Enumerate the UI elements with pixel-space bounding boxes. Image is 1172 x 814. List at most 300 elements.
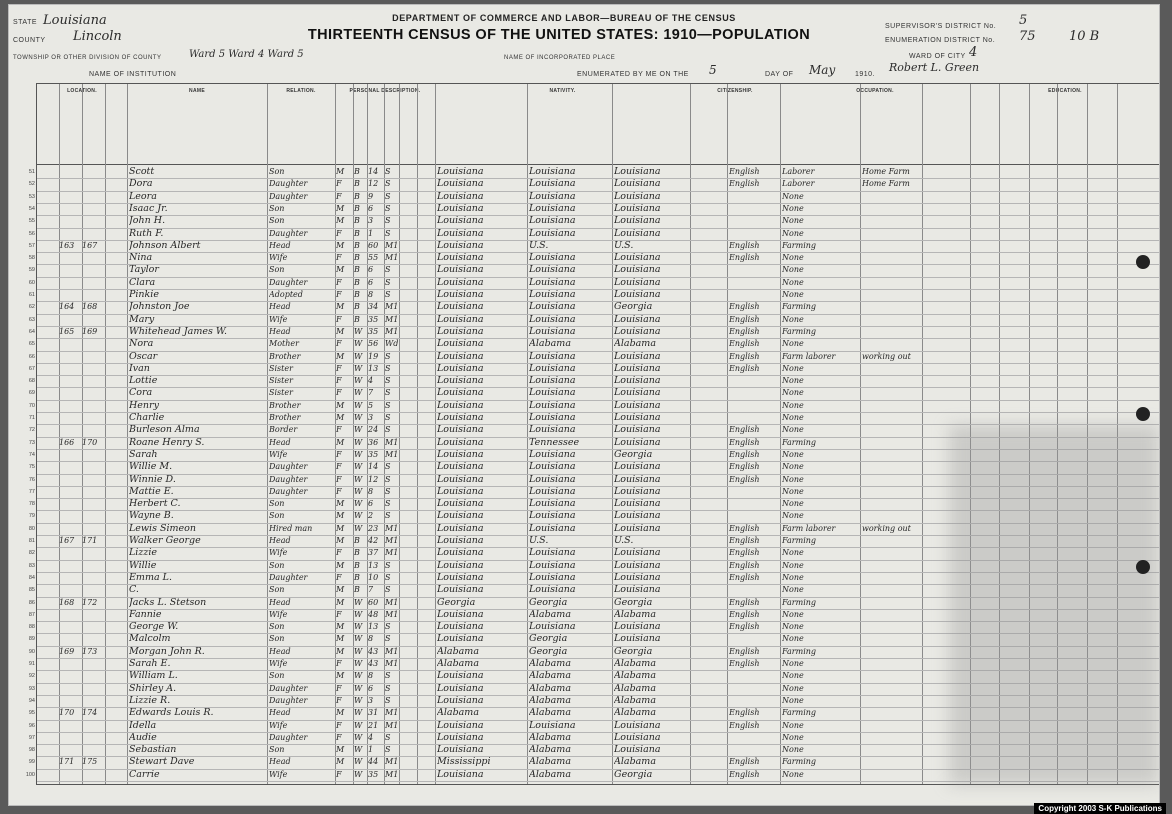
cell-sex: M [336, 745, 345, 755]
cell-name: Lizzie R. [129, 694, 171, 706]
cell-race: W [354, 732, 363, 742]
column-rule [59, 84, 60, 784]
cell-marital: S [385, 425, 391, 435]
column-rule [105, 84, 106, 784]
cell-line: 76 [28, 476, 35, 483]
cell-father: Louisiana [529, 510, 576, 522]
cell-age: 9 [368, 191, 374, 201]
cell-birth: Louisiana [437, 535, 484, 546]
occupation-column-header: OCCUPATION. [780, 84, 971, 164]
cell-occupation: Farm laborer [782, 523, 836, 533]
cell-father: Louisiana [529, 313, 576, 325]
cell-name: Idella [129, 719, 157, 731]
cell-race: B [354, 548, 360, 558]
cell-occupation: None [782, 363, 804, 373]
cell-name: Dora [129, 178, 153, 190]
cell-mother: Louisiana [614, 522, 661, 534]
cell-mother: Louisiana [614, 387, 661, 399]
cell-age: 6 [368, 277, 374, 287]
relation-column-header: RELATION. [267, 84, 336, 164]
cell-birth: Louisiana [437, 510, 484, 522]
cell-line: 59 [28, 267, 35, 274]
cell-line: 82 [28, 550, 35, 557]
cell-occupation: Farming [782, 302, 817, 312]
cell-age: 8 [368, 290, 374, 299]
cell-name: Edwards Louis R. [129, 707, 214, 719]
cell-father: Alabama [529, 707, 571, 719]
cell-marital: S [385, 216, 391, 226]
cell-age: 42 [368, 536, 379, 545]
cell-lang: English [729, 302, 760, 312]
cell-age: 8 [368, 486, 374, 496]
cell-race: B [354, 536, 360, 545]
cell-occupation: None [782, 659, 804, 668]
cell-mother: Louisiana [614, 399, 661, 411]
cell-sex: M [336, 167, 345, 176]
cell-age: 43 [368, 659, 379, 668]
cell-race: W [354, 339, 363, 349]
cell-relation: Son [269, 216, 285, 226]
cell-birth: Louisiana [437, 399, 484, 411]
cell-mother: Louisiana [614, 633, 661, 645]
township-label: TOWNSHIP OR OTHER DIVISION OF COUNTY [13, 55, 162, 61]
cell-name: Scott [129, 166, 155, 177]
cell-father: Louisiana [529, 166, 576, 177]
cell-line: 61 [28, 292, 35, 298]
cell-name: Henry [129, 399, 159, 411]
column-rule [780, 84, 781, 784]
cell-birth: Louisiana [437, 362, 484, 374]
cell-father: Alabama [529, 731, 571, 743]
cell-race: W [354, 388, 363, 398]
cell-mother: Georgia [614, 448, 653, 460]
cell-father: Alabama [529, 658, 571, 669]
cell-age: 3 [368, 695, 374, 705]
cell-marital: S [385, 179, 391, 189]
cell-occupation: None [782, 339, 804, 349]
cell-line: 77 [28, 488, 35, 495]
cell-mother: Louisiana [614, 412, 661, 423]
cell-mother: Louisiana [614, 473, 661, 485]
cell-birth: Louisiana [437, 559, 484, 571]
cell-line: 87 [28, 611, 35, 618]
cell-race: W [354, 523, 363, 533]
column-rule [417, 84, 418, 784]
cell-race: W [354, 745, 363, 755]
cell-race: B [354, 228, 360, 238]
cell-marital: S [385, 290, 391, 299]
cell-occupation: None [782, 671, 804, 681]
cell-race: W [354, 363, 363, 373]
cell-sex: M [336, 585, 345, 595]
cell-father: Alabama [529, 338, 571, 350]
cell-sex: F [336, 609, 342, 619]
cell-age: 60 [368, 240, 379, 250]
cell-mother: Alabama [614, 338, 656, 350]
cell-sex: F [336, 376, 342, 386]
cell-race: W [354, 671, 363, 681]
cell-race: B [354, 191, 360, 201]
cell-relation: Son [269, 634, 285, 644]
cell-age: 4 [368, 732, 374, 742]
cell-father: Louisiana [529, 399, 576, 411]
cell-family: 172 [82, 597, 98, 607]
cell-line: 68 [28, 378, 35, 385]
cell-age: 7 [368, 388, 374, 398]
cell-father: Alabama [529, 768, 571, 780]
cell-name: Roane Henry S. [129, 436, 205, 448]
cell-father: Louisiana [529, 571, 576, 583]
cell-mother: Louisiana [614, 215, 661, 227]
cell-age: 34 [368, 302, 379, 312]
cell-occupation: Farming [782, 437, 817, 447]
cell-industry: working out [862, 523, 911, 533]
cell-age: 35 [368, 326, 379, 336]
cell-lang: English [729, 659, 760, 668]
cell-relation: Head [269, 597, 291, 607]
cell-father: U.S. [529, 535, 549, 546]
cell-family: 170 [82, 437, 98, 447]
cell-line: 58 [28, 255, 35, 262]
cell-birth: Louisiana [437, 682, 484, 694]
cell-race: W [354, 486, 363, 496]
cell-name: Clara [129, 276, 156, 288]
cell-father: Georgia [529, 633, 568, 645]
cell-age: 44 [368, 757, 379, 767]
cell-lang: English [729, 622, 760, 632]
cell-mother: Louisiana [614, 461, 661, 473]
cell-dwelling: 166 [59, 437, 75, 447]
enumerated-month: May [809, 63, 836, 77]
cell-age: 36 [368, 437, 379, 447]
cell-race: W [354, 351, 363, 361]
cell-occupation: Farm laborer [782, 351, 836, 361]
cell-relation: Wife [269, 720, 288, 730]
cell-lang: English [729, 560, 760, 570]
cell-name: Audie [129, 731, 157, 743]
cell-relation: Wife [269, 314, 288, 324]
cell-age: 3 [368, 413, 374, 422]
cell-birth: Louisiana [437, 375, 484, 387]
cell-relation: Sister [269, 376, 293, 386]
education-column-header: EDUCATION. [1048, 88, 1082, 94]
cell-dwelling: 171 [59, 757, 75, 767]
cell-dwelling: 165 [59, 326, 75, 336]
cell-lang: English [729, 253, 760, 263]
cell-race: B [354, 265, 360, 275]
cell-marital: S [385, 560, 391, 570]
cell-race: W [354, 695, 363, 705]
column-rule [527, 84, 528, 784]
cell-race: W [354, 449, 363, 459]
cell-sex: F [336, 425, 342, 435]
cell-father: Alabama [529, 756, 571, 768]
cell-age: 6 [368, 683, 374, 693]
cell-marital: S [385, 363, 391, 373]
cell-age: 24 [368, 425, 379, 435]
cell-race: W [354, 769, 363, 779]
cell-marital: M1 [385, 548, 399, 558]
state-label: STATE [13, 19, 38, 26]
cell-sex: F [336, 179, 342, 189]
cell-mother: Louisiana [614, 264, 661, 276]
cell-relation: Daughter [269, 462, 308, 472]
cell-line: 69 [28, 390, 35, 397]
cell-age: 35 [368, 314, 379, 324]
cell-mother: Louisiana [614, 202, 661, 214]
cell-mother: Georgia [614, 645, 653, 657]
cell-mother: U.S. [614, 535, 634, 546]
cell-name: John H. [129, 215, 166, 227]
cell-marital: S [385, 511, 391, 521]
cell-father: Louisiana [529, 227, 576, 239]
cell-sex: F [336, 228, 342, 238]
cell-occupation: None [782, 277, 804, 287]
cell-marital: M1 [385, 326, 399, 336]
cell-mother: Louisiana [614, 731, 661, 743]
cell-sex: F [336, 290, 342, 299]
cell-mother: Louisiana [614, 178, 661, 190]
location-column-header: LOCATION. [37, 84, 128, 164]
cell-father: Louisiana [529, 350, 576, 362]
cell-father: Louisiana [529, 362, 576, 374]
cell-marital: S [385, 671, 391, 681]
cell-race: W [354, 499, 363, 509]
cell-race: B [354, 240, 360, 250]
cell-name: Malcolm [129, 633, 171, 645]
cell-occupation: None [782, 265, 804, 275]
cell-mother: Louisiana [614, 498, 661, 510]
cell-age: 8 [368, 671, 374, 681]
cell-race: B [354, 585, 360, 595]
cell-dwelling: 164 [59, 302, 75, 312]
cell-age: 19 [368, 351, 379, 361]
cell-line: 70 [28, 402, 35, 409]
cell-name: Johnson Albert [129, 239, 201, 251]
cell-birth: Mississippi [437, 756, 491, 768]
cell-birth: Louisiana [437, 276, 484, 288]
cell-mother: Louisiana [614, 547, 661, 559]
cell-mother: Georgia [614, 596, 653, 608]
cell-mother: Louisiana [614, 424, 661, 436]
cell-occupation: Laborer [782, 167, 815, 176]
cell-birth: Louisiana [437, 744, 484, 756]
cell-occupation: None [782, 622, 804, 632]
cell-relation: Son [269, 265, 285, 275]
cell-sex: F [336, 314, 342, 324]
cell-occupation: None [782, 203, 804, 213]
cell-occupation: Farming [782, 326, 817, 336]
cell-line: 99 [28, 759, 35, 766]
cell-lang: English [729, 363, 760, 373]
cell-age: 1 [368, 228, 374, 238]
cell-marital: S [385, 745, 391, 755]
cell-mother: Louisiana [614, 166, 661, 177]
cell-father: Louisiana [529, 387, 576, 399]
cell-birth: Louisiana [437, 412, 484, 423]
cell-relation: Head [269, 240, 291, 250]
cell-race: W [354, 413, 363, 422]
cell-marital: M1 [385, 240, 399, 250]
cell-father: Louisiana [529, 473, 576, 485]
cell-sex: F [336, 277, 342, 287]
cell-mother: Louisiana [614, 227, 661, 239]
cell-birth: Alabama [437, 645, 479, 657]
cell-name: Shirley A. [129, 682, 177, 694]
cell-race: W [354, 511, 363, 521]
cell-sex: M [336, 413, 345, 422]
cell-sex: F [336, 339, 342, 349]
cell-age: 5 [368, 400, 374, 410]
cell-sex: M [336, 499, 345, 509]
cell-age: 13 [368, 560, 379, 570]
cell-mother: Alabama [614, 658, 656, 669]
cell-race: W [354, 609, 363, 619]
enumeration-label: ENUMERATION DISTRICT No. [885, 37, 996, 44]
cell-age: 6 [368, 203, 374, 213]
cell-mother: Louisiana [614, 325, 661, 337]
punch-hole [1136, 255, 1150, 269]
cell-line: 72 [28, 427, 35, 434]
cell-marital: M1 [385, 314, 399, 324]
cell-occupation: None [782, 474, 804, 484]
cell-age: 13 [368, 363, 379, 373]
cell-sex: F [336, 486, 342, 496]
cell-birth: Louisiana [437, 166, 484, 177]
cell-marital: M1 [385, 536, 399, 545]
cell-sex: F [336, 474, 342, 484]
cell-name: Ivan [129, 362, 150, 374]
cell-mother: Louisiana [614, 744, 661, 756]
cell-mother: Louisiana [614, 436, 661, 448]
cell-race: B [354, 560, 360, 570]
cell-occupation: None [782, 769, 804, 779]
cell-line: 63 [28, 316, 35, 323]
cell-name: Lottie [129, 375, 158, 387]
cell-father: Louisiana [529, 252, 576, 264]
cell-age: 55 [368, 253, 379, 263]
cell-lang: English [729, 757, 760, 767]
cell-line: 54 [28, 205, 35, 212]
cell-mother: Alabama [614, 608, 656, 620]
cell-industry: working out [862, 351, 911, 361]
cell-occupation: Farming [782, 646, 817, 656]
cell-birth: Louisiana [437, 670, 484, 682]
state-value: Louisiana [43, 13, 107, 28]
cell-marital: M1 [385, 253, 399, 263]
cell-name: Nina [129, 252, 153, 264]
cell-lang: English [729, 708, 760, 718]
cell-sex: F [336, 720, 342, 730]
cell-relation: Head [269, 646, 291, 656]
cell-name: Mary [129, 313, 155, 325]
cell-relation: Son [269, 585, 285, 595]
cell-marital: S [385, 474, 391, 484]
cell-sex: M [336, 634, 345, 644]
cell-marital: S [385, 203, 391, 213]
cell-relation: Son [269, 203, 285, 213]
cell-relation: Head [269, 536, 291, 545]
cell-mother: Louisiana [614, 584, 661, 596]
cell-relation: Head [269, 757, 291, 767]
cell-lang: English [729, 179, 760, 189]
cell-marital: S [385, 572, 391, 582]
cell-race: W [354, 474, 363, 484]
cell-age: 23 [368, 523, 379, 533]
cell-race: W [354, 757, 363, 767]
cell-sex: F [336, 695, 342, 705]
cell-race: B [354, 314, 360, 324]
cell-race: B [354, 216, 360, 226]
citizenship-column-header: CITIZENSHIP. [690, 84, 781, 164]
cell-father: Louisiana [529, 412, 576, 423]
column-rule [267, 84, 268, 784]
cell-father: Louisiana [529, 375, 576, 387]
cell-relation: Daughter [269, 683, 308, 693]
cell-age: 1 [368, 745, 374, 755]
cell-marital: M1 [385, 646, 399, 656]
cell-father: Louisiana [529, 621, 576, 633]
cell-age: 60 [368, 597, 379, 607]
cell-father: Alabama [529, 670, 571, 682]
cell-occupation: None [782, 400, 804, 410]
cell-lang: English [729, 339, 760, 349]
cell-marital: M1 [385, 708, 399, 718]
cell-name: Emma L. [129, 571, 172, 583]
cell-race: B [354, 203, 360, 213]
cell-relation: Sister [269, 388, 293, 398]
cell-sex: M [336, 757, 345, 767]
cell-occupation: Laborer [782, 179, 815, 189]
cell-sex: M [336, 400, 345, 410]
cell-occupation: None [782, 253, 804, 263]
cell-occupation: Farming [782, 708, 817, 718]
cell-race: B [354, 253, 360, 263]
cell-family: 171 [82, 536, 98, 545]
cell-relation: Son [269, 745, 285, 755]
cell-sex: M [336, 302, 345, 312]
cell-relation: Wife [269, 548, 288, 558]
cell-occupation: None [782, 732, 804, 742]
cell-occupation: None [782, 499, 804, 509]
cell-father: Alabama [529, 744, 571, 756]
cell-sex: M [336, 326, 345, 336]
cell-lang: English [729, 536, 760, 545]
cell-name: Cora [129, 387, 153, 399]
cell-dwelling: 163 [59, 240, 75, 250]
cell-marital: S [385, 351, 391, 361]
cell-mother: Alabama [614, 670, 656, 682]
cell-line: 62 [28, 304, 35, 311]
cell-relation: Wife [269, 449, 288, 459]
cell-marital: M1 [385, 609, 399, 619]
cell-line: 51 [28, 169, 35, 175]
cell-relation: Son [269, 622, 285, 632]
cell-family: 174 [82, 708, 98, 718]
cell-occupation: None [782, 548, 804, 558]
cell-mother: Louisiana [614, 719, 661, 731]
cell-birth: Louisiana [437, 584, 484, 596]
cell-age: 10 [368, 572, 379, 582]
day-of-label: DAY OF [765, 71, 794, 78]
cell-name: Carrie [129, 768, 160, 780]
cell-line: 74 [28, 451, 35, 458]
cell-mother: Louisiana [614, 559, 661, 571]
cell-relation: Mother [269, 339, 299, 349]
cell-race: W [354, 437, 363, 447]
cell-race: B [354, 167, 360, 176]
cell-relation: Daughter [269, 732, 308, 742]
